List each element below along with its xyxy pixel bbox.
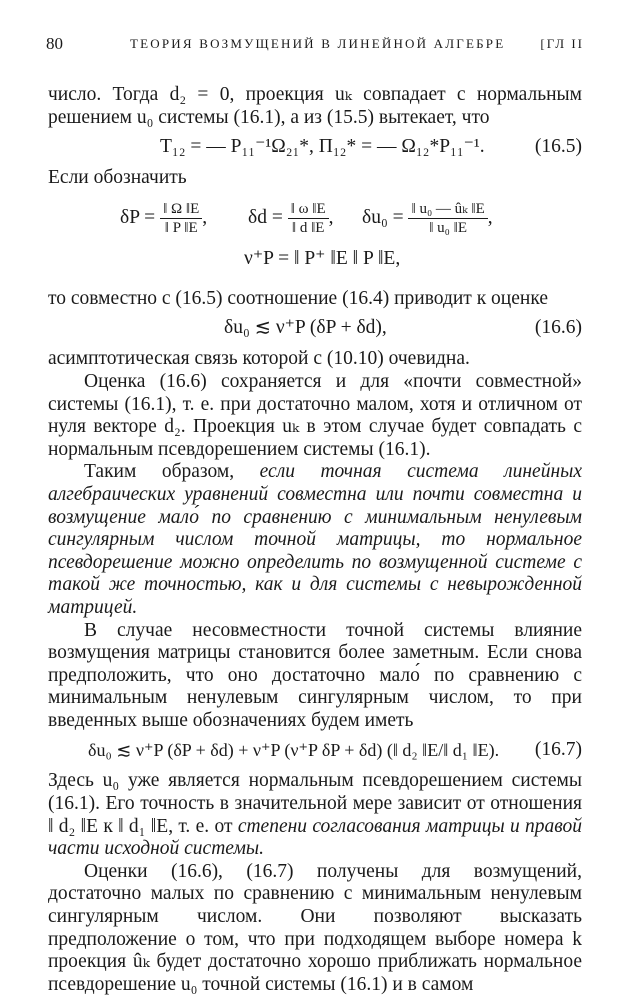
paragraph-6-lead: Таким образом, xyxy=(84,461,260,483)
paragraph-3: то совместно с (16.5) соотношение (16.4) приводит к оценке xyxy=(48,287,548,309)
paragraph-1: число. Тогда d₂ = 0, проекция uₖ совпадает с нормальным решением u₀ системы (16.1), а из (15.5) вытекает, что xyxy=(48,84,582,128)
paragraph-9: Оценки (16.6), (16.7) получены для возмущений, достаточно малых по сравнению с минимальным ненулевым сингулярным числом. Они позволяют высказать предположение о том, что при подходящем выборе номера k проекция ûₖ будет достаточно хорошо приближать нормальное псевдорешение u₀ точной системы (16.1) и в самом xyxy=(48,860,582,995)
def-delta-u-denominator: ‖ u₀ ‖E xyxy=(429,219,468,236)
paragraph-7: В случае несовместности точной системы влияние возмущения матрицы становится более заметным. Если снова предположить, что оно достаточно мало́ по сравнению с минимальным ненулевым сингулярным числом, то при введенных выше обозначениях будем иметь xyxy=(48,619,582,731)
equation-16-7-tag: (16.7) xyxy=(534,739,582,761)
def-delta-d-denominator: ‖ d ‖E xyxy=(291,219,325,236)
equation-16-5-formula: T₁₂ = — P₁₁⁻¹Ω₂₁*, Π₁₂* = — Ω₁₂*P₁₁⁻¹. xyxy=(160,136,485,158)
paragraph-8 xyxy=(48,770,582,860)
def-delta-p-denominator: ‖ P ‖E xyxy=(164,219,198,236)
paragraph-6-italic: если точная система линейных алгебраических уравнений совместна или почти совместна и возмущение мало́ по сравнению с минимальным ненулевым сингулярным числом точной матрицы, то нормальное псевдорешение можно определить по возмущенной системе с такой же точностью, как и для системы с невырожденной матрицей. xyxy=(48,461,582,618)
paragraph-6 xyxy=(48,461,582,619)
paragraph-8-italic: степени согласования матрицы и правой части исходной системы. xyxy=(48,815,582,860)
equation-16-6 xyxy=(48,314,582,344)
def-delta-p: δP = $\frac{‖ \Omega ‖E}{‖ P ‖E}$ , xyxy=(120,200,208,236)
def-nu-plus: ν⁺P = ‖ P⁺ ‖E ‖ P ‖E, xyxy=(244,247,401,269)
running-title: ТЕОРИЯ ВОЗМУЩЕНИЙ В ЛИНЕЙНОЙ АЛГЕБРЕ xyxy=(130,36,506,51)
def-delta-u-fraction xyxy=(408,200,487,237)
def-delta-u-lhs: δu₀ = xyxy=(362,206,404,228)
paragraph-2: Если обозначить xyxy=(48,167,187,189)
equation-16-6-tag: (16.6) xyxy=(534,317,582,339)
def-delta-p-fraction xyxy=(160,200,202,237)
equation-16-7 xyxy=(48,736,582,766)
page-number: 80 xyxy=(46,34,63,53)
def-delta-d-lhs: δd = xyxy=(248,206,283,228)
def-delta-p-lhs: δP = xyxy=(120,206,156,228)
running-header xyxy=(38,34,584,58)
paragraph-5: Оценка (16.6) сохраняется и для «почти совместной» системы (16.1), т. е. при достаточно малом, хотя и отличном от нуля векторе d₂. Проекция uₖ в этом случае будет совпадать с нормальным псевдорешением системы (16.1). xyxy=(48,370,582,460)
equation-16-7-formula: δu₀ ≲ ν⁺P (δP + δd) + ν⁺P (ν⁺P δP + δd) (‖ d₂ ‖E/‖ d₁ ‖E). xyxy=(88,740,500,761)
chapter-marker: [ГЛ II xyxy=(540,36,584,51)
definitions-block xyxy=(48,196,582,280)
def-delta-d-fraction xyxy=(288,200,329,237)
paragraph-4: асимптотическая связь которой с (10.10) очевидна. xyxy=(48,348,470,370)
equation-16-5-tag: (16.5) xyxy=(534,136,582,158)
page-body xyxy=(48,84,582,996)
equation-16-6-formula: δu₀ ≲ ν⁺P (δP + δd), xyxy=(224,317,387,339)
def-delta-p-numerator: ‖ Ω ‖E xyxy=(160,200,202,219)
def-delta-d-numerator: ‖ ω ‖E xyxy=(288,200,329,219)
def-delta-u: δu₀ = $\frac{\text{‖ u₀ — ûₖ ‖E}}{\text{‖ u₀ ‖E}}$ , xyxy=(362,200,493,236)
paragraph-8-lead: Здесь u₀ уже является нормальным псевдорешением системы (16.1). Его точность в значительной мере зависит от отношения ‖ d₂ ‖E к ‖ d₁ ‖E, т. е. от xyxy=(48,770,582,837)
def-delta-d: δd = $\frac{‖ \omega ‖E}{‖ d ‖E}$ , xyxy=(248,200,334,236)
equation-16-5 xyxy=(48,133,582,163)
def-delta-u-numerator: ‖ u₀ — ûₖ ‖E xyxy=(408,200,487,219)
